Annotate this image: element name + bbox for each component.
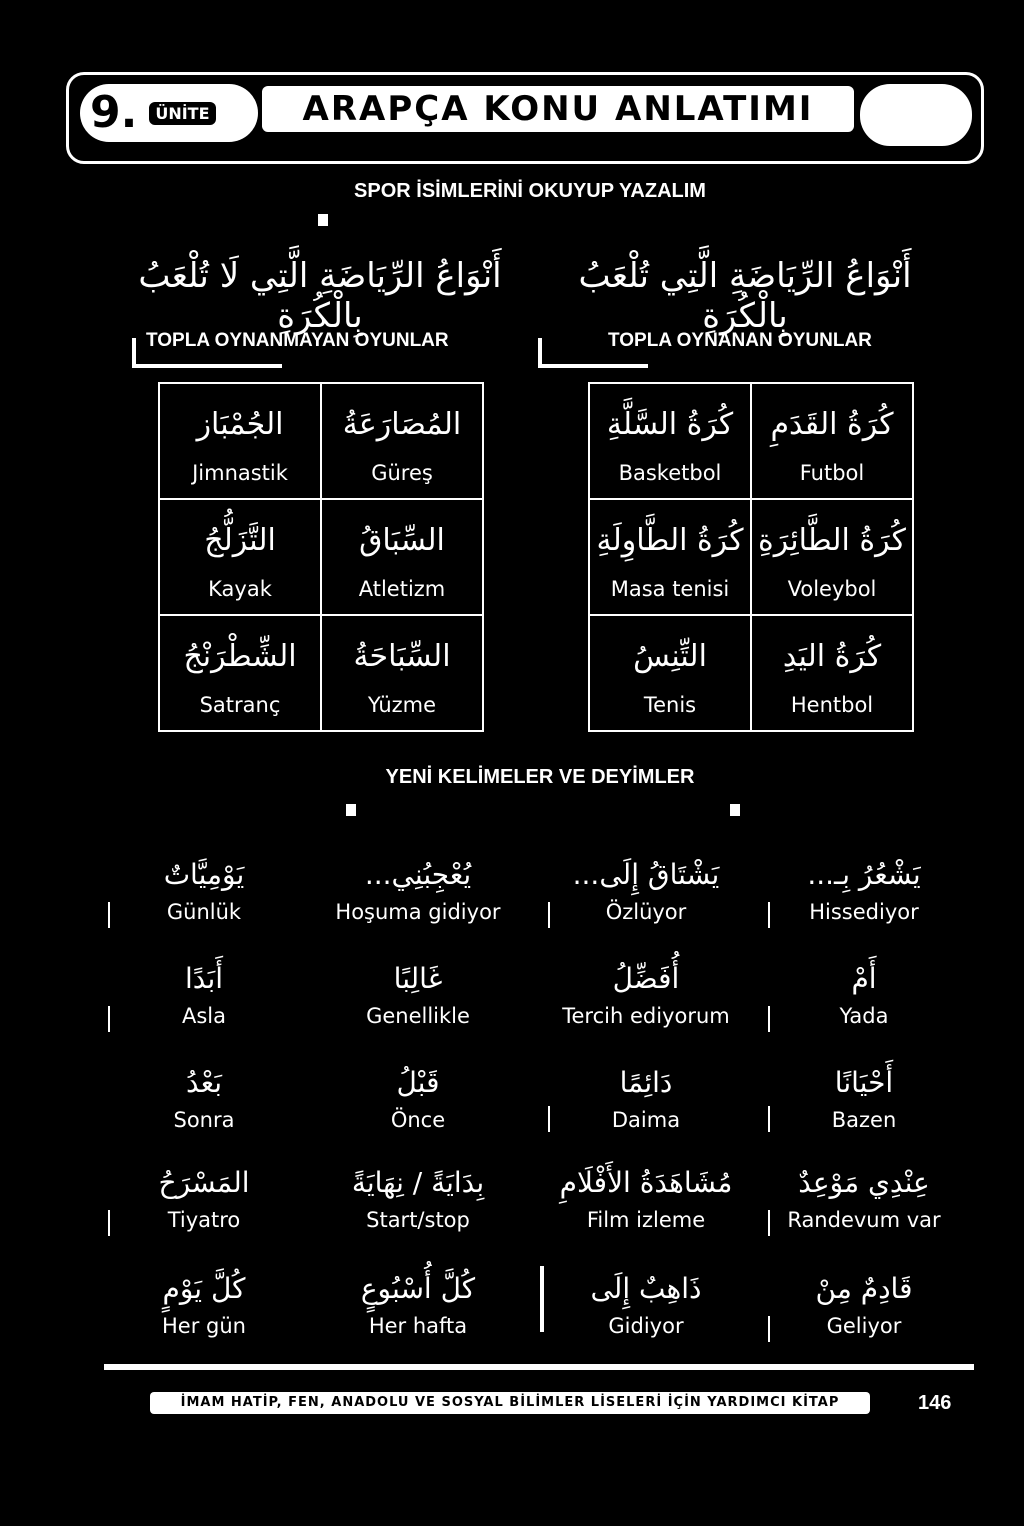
vocab-turkish: Daima — [611, 1108, 681, 1132]
cell-arabic: الجُمْبَاز — [196, 407, 284, 442]
vocab-arabic: قَبْلُ — [396, 1066, 440, 1099]
cell-turkish: Jimnastik — [192, 461, 288, 485]
vocab-turkish: Tercih ediyorum — [562, 1004, 730, 1028]
left-column-heading: TOPLA OYNANMAYAN OYUNLAR — [146, 330, 449, 351]
separator — [768, 1210, 770, 1236]
vocab-arabic: غَالِبًا — [393, 962, 443, 995]
vocab-item — [104, 1060, 304, 1134]
cell-turkish: Satranç — [199, 693, 281, 717]
table-row — [159, 383, 483, 499]
vocab-turkish: Özlüyor — [605, 900, 687, 924]
cell-arabic: التَّزَلُّجُ — [204, 523, 276, 558]
vocab-item — [764, 1060, 964, 1134]
cell-turkish: Futbol — [799, 461, 865, 485]
vocab-arabic: بَعْدُ — [186, 1066, 222, 1099]
vocab-arabic: كُلَّ أُسْبُوعٍ — [360, 1272, 476, 1305]
separator — [768, 1106, 770, 1132]
left-sports-table — [158, 382, 484, 732]
vocab-turkish: Önce — [390, 1108, 446, 1132]
vocab-arabic: ذَاهِبٌ إِلَى — [590, 1272, 702, 1305]
heading-underline — [538, 364, 648, 368]
table-cell — [321, 499, 483, 615]
heading-tick — [132, 338, 136, 366]
cell-turkish: Voleybol — [787, 577, 877, 601]
unit-number: 9. — [90, 87, 138, 138]
cell-turkish: Basketbol — [618, 461, 722, 485]
vocab-item — [764, 1266, 964, 1340]
table-row — [159, 499, 483, 615]
vocab-item — [546, 1266, 746, 1340]
section2-title: YENİ KELİMELER VE DEYİMLER — [385, 766, 695, 788]
vocab-item — [764, 956, 964, 1030]
cell-arabic: كُرَةُ القَدَمِ — [770, 407, 894, 442]
table-cell — [159, 383, 321, 499]
cell-arabic: الشِّطْرَنْجُ — [183, 639, 297, 674]
vocab-turkish: Randevum var — [787, 1208, 941, 1232]
vocab-arabic: مُشَاهَدَةُ الأَفْلَامِ — [559, 1166, 733, 1199]
separator — [108, 1006, 110, 1032]
corner-mark — [730, 804, 740, 816]
table-cell — [751, 383, 913, 499]
vocab-item — [318, 1060, 518, 1134]
right-column-heading: TOPLA OYNANAN OYUNLAR — [608, 330, 872, 351]
vocab-arabic: أَبَدًا — [184, 962, 224, 995]
table-cell — [751, 499, 913, 615]
table-row — [589, 499, 913, 615]
section1-title: SPOR İSİMLERİNİ OKUYUP YAZALIM — [354, 180, 706, 202]
vocab-turkish: Bazen — [831, 1108, 897, 1132]
vocab-turkish: Start/stop — [366, 1208, 470, 1232]
table-row — [589, 383, 913, 499]
heading-tick — [538, 338, 542, 366]
cell-arabic: كُرَةُ الطَّاوِلَةِ — [596, 523, 744, 558]
vocab-item — [546, 1060, 746, 1134]
cell-turkish: Masa tenisi — [610, 577, 730, 601]
cell-arabic: كُرَةُ الطَّائِرَةِ — [758, 523, 906, 558]
vocab-item — [104, 1266, 304, 1340]
cell-turkish: Kayak — [208, 577, 272, 601]
vocab-arabic: يَشْعُرُ بِـ... — [807, 858, 921, 891]
vocab-item — [104, 956, 304, 1030]
corner-mark — [346, 804, 356, 816]
left-arabic-heading: أَنْوَاعُ الرِّيَاضَةِ الَّتِي لَا تُلْعَبُ بِالْكُرَةِ — [138, 256, 502, 336]
table-cell — [159, 499, 321, 615]
separator — [540, 1266, 544, 1332]
cell-turkish: Atletizm — [358, 577, 446, 601]
vocab-arabic: أَمْ — [851, 962, 877, 995]
vocab-turkish: Her hafta — [368, 1314, 468, 1338]
vocab-item — [318, 852, 518, 926]
cell-turkish: Yüzme — [367, 693, 437, 717]
vocab-turkish: Hissediyor — [809, 900, 919, 924]
cell-arabic: السِّبَاحَةُ — [353, 639, 451, 674]
table-cell — [751, 615, 913, 731]
table-cell — [589, 615, 751, 731]
vocab-item — [318, 1266, 518, 1340]
vocab-arabic: أَحْيَانًا — [834, 1066, 894, 1099]
cell-arabic: المُصَارَعَةُ — [342, 407, 462, 442]
table-cell — [321, 615, 483, 731]
vocab-turkish: Sonra — [173, 1108, 235, 1132]
vocab-item — [318, 1160, 518, 1234]
vocab-turkish: Tiyatro — [167, 1208, 241, 1232]
separator — [108, 1210, 110, 1236]
vocab-arabic: أُفَضِّلُ — [612, 962, 680, 995]
cell-turkish: Tenis — [643, 693, 697, 717]
banner-decoration — [860, 84, 972, 146]
vocab-turkish: Yada — [839, 1004, 889, 1028]
vocab-turkish: Her gün — [162, 1314, 246, 1338]
vocab-turkish: Genellikle — [366, 1004, 470, 1028]
vocab-item — [318, 956, 518, 1030]
vocab-item — [764, 1160, 964, 1234]
cell-turkish: Güreş — [371, 461, 433, 485]
vocab-item — [546, 1160, 746, 1234]
vocab-arabic: عِنْدِي مَوْعِدٌ — [798, 1166, 930, 1199]
separator — [768, 1006, 770, 1032]
separator — [108, 902, 110, 928]
separator — [548, 1106, 550, 1132]
table-row — [589, 615, 913, 731]
vocab-item — [104, 1160, 304, 1234]
vocab-turkish: Asla — [181, 1004, 226, 1028]
vocab-arabic: قَادِمٌ مِنْ — [815, 1272, 913, 1305]
vocab-arabic: المَسْرَحُ — [158, 1166, 250, 1199]
separator — [548, 902, 550, 928]
page-title: ARAPÇA KONU ANLATIMI — [262, 86, 854, 132]
separator — [768, 902, 770, 928]
vocab-item — [764, 852, 964, 926]
table-row — [159, 615, 483, 731]
separator — [768, 1316, 770, 1342]
cell-arabic: كُرَةُ اليَدِ — [782, 639, 882, 674]
cell-arabic: كُرَةُ السَّلَّةِ — [606, 407, 734, 442]
vocab-item — [546, 956, 746, 1030]
vocab-turkish: Gidiyor — [608, 1314, 684, 1338]
table-cell — [159, 615, 321, 731]
vocab-arabic: يَوْمِيَّاتٌ — [163, 858, 245, 891]
vocab-turkish: Geliyor — [826, 1314, 902, 1338]
right-sports-table — [588, 382, 914, 732]
vocab-turkish: Film izleme — [586, 1208, 706, 1232]
cell-arabic: التِّنِسُ — [633, 639, 707, 674]
table-cell — [589, 383, 751, 499]
vocab-arabic: بِدَايَةً / نِهَايَةً — [351, 1166, 485, 1199]
cell-turkish: Hentbol — [790, 693, 874, 717]
heading-underline — [132, 364, 282, 368]
vocab-arabic: دَائِمًا — [619, 1066, 673, 1099]
vocab-arabic: كُلَّ يَوْمٍ — [162, 1272, 246, 1305]
vocab-arabic: يُعْجِبُنِي... — [364, 858, 472, 891]
vocab-arabic: يَشْتَاقُ إِلَى... — [572, 858, 720, 891]
corner-mark — [318, 214, 328, 226]
vocab-item — [546, 852, 746, 926]
vocab-turkish: Hoşuma gidiyor — [335, 900, 501, 924]
table-cell — [589, 499, 751, 615]
unit-word: ÜNİTE — [149, 102, 215, 125]
table-cell — [321, 383, 483, 499]
vocab-turkish: Günlük — [166, 900, 242, 924]
unit-badge — [80, 84, 258, 142]
footer-rule — [104, 1364, 974, 1370]
cell-arabic: السِّبَاقُ — [359, 523, 445, 558]
right-arabic-heading: أَنْوَاعُ الرِّيَاضَةِ الَّتِي تُلْعَبُ بِالْكُرَةِ — [578, 256, 912, 336]
page-number: 146 — [918, 1392, 952, 1414]
footer-text: İMAM HATİP, FEN, ANADOLU VE SOSYAL BİLİMLER LİSELERİ İÇİN YARDIMCI KİTAP — [150, 1392, 870, 1414]
vocab-item — [104, 852, 304, 926]
